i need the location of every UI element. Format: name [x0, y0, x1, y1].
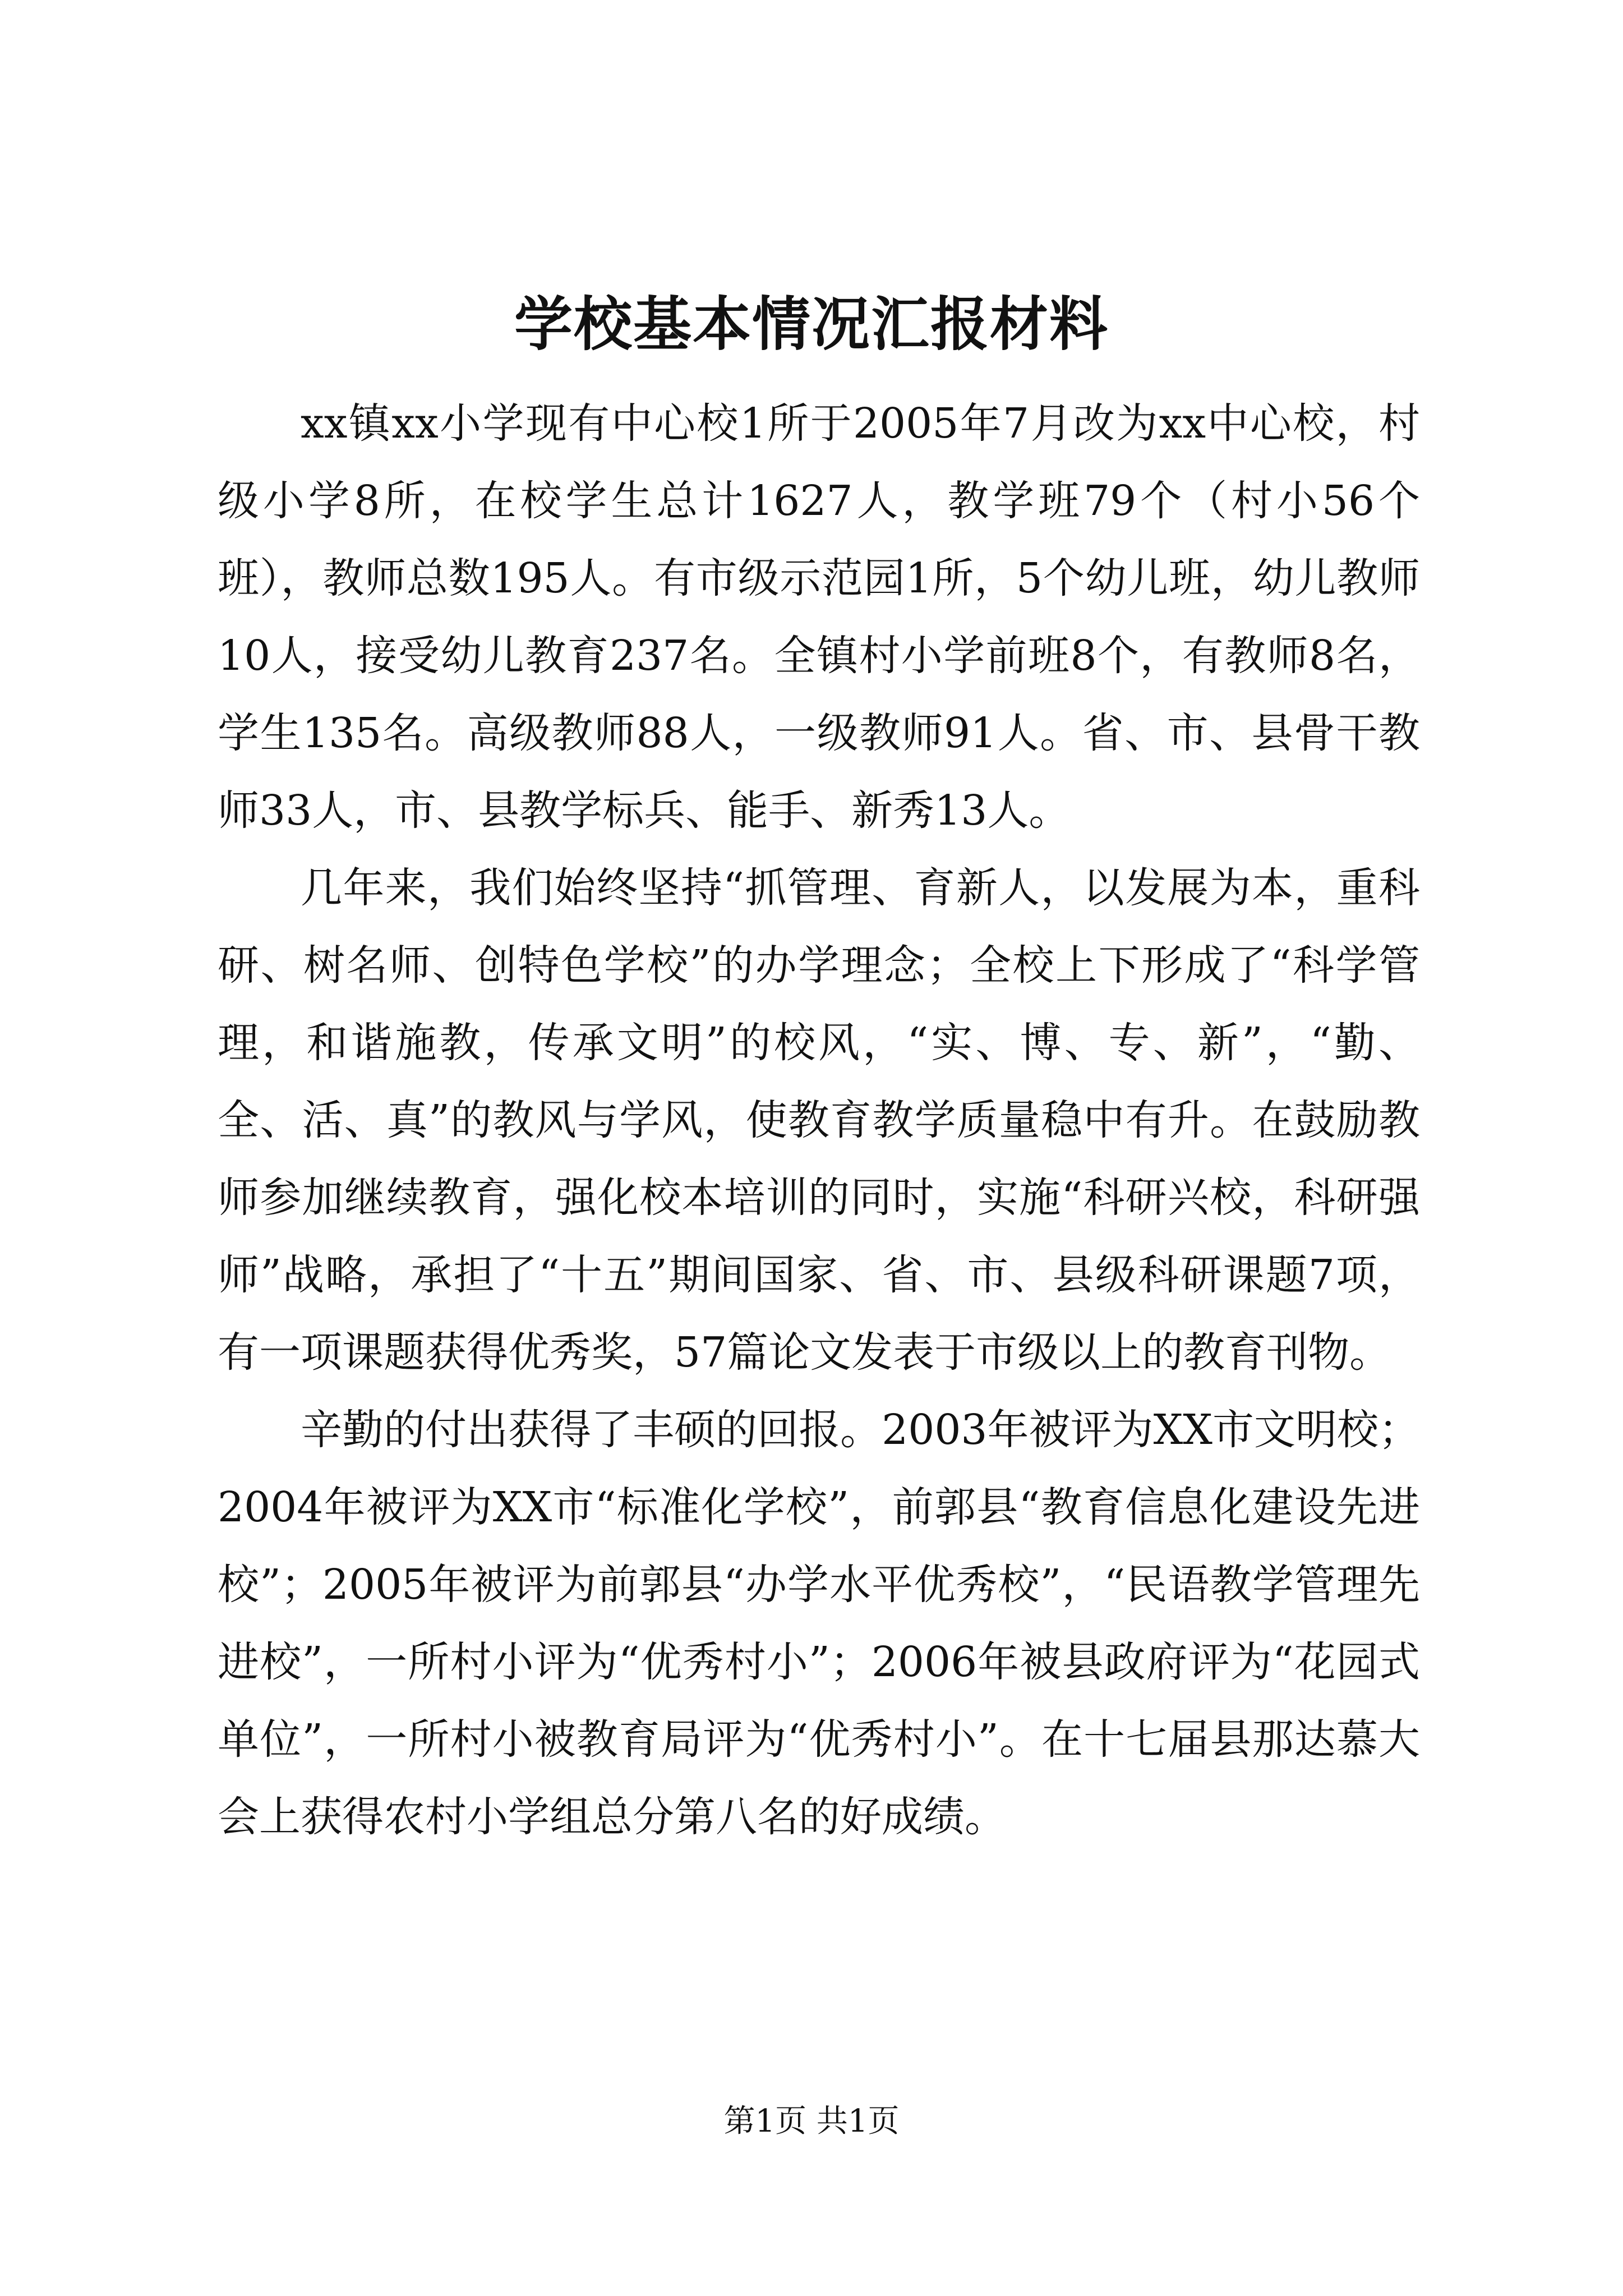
page-number-footer: 第1页 共1页: [723, 2103, 900, 2139]
document-body: [218, 385, 1420, 1856]
document-title: 学校基本情况汇报材料: [514, 289, 1109, 358]
paragraph-1: xx镇xx小学现有中心校1所于2005年7月改为xx中心校，村级小学8所，在校学生总计1627人，教学班79个（村小56个班），教师总数195人。有市级示范园1所，5个幼儿班，幼儿教师10人，接受幼儿教育237名。全镇村小学前班8个，有教师8名，学生135名。高级教师88人，一级教师91人。省、市、县骨干教师33人，市、县教学标兵、能手、新秀13人。: [218, 399, 1420, 835]
paragraph-2: 几年来，我们始终坚持“抓管理、育新人，以发展为本，重科研、树名师、创特色学校”的办学理念；全校上下形成了“科学管理，和谐施教，传承文明”的校风，“实、博、专、新”，“勤、全、活、真”的教风与学风，使教育教学质量稳中有升。在鼓励教师参加继续教育，强化校本培训的同时，实施“科研兴校，科研强师”战略，承担了“十五”期间国家、省、市、县级科研课题7项，有一项课题获得优秀奖，57篇论文发表于市级以上的教育刊物。: [218, 864, 1420, 1377]
paragraph-3: 辛勤的付出获得了丰硕的回报。2003年被评为XX市文明校；2004年被评为XX市“标准化学校”，前郭县“教育信息化建设先进校”；2005年被评为前郭县“办学水平优秀校”，“民语教学管理先进校”，一所村小评为“优秀村小”；2006年被县政府评为“花园式单位”，一所村小被教育局评为“优秀村小”。在十七届县那达慕大会上获得农村小学组总分第八名的好成绩。: [218, 1406, 1420, 1841]
